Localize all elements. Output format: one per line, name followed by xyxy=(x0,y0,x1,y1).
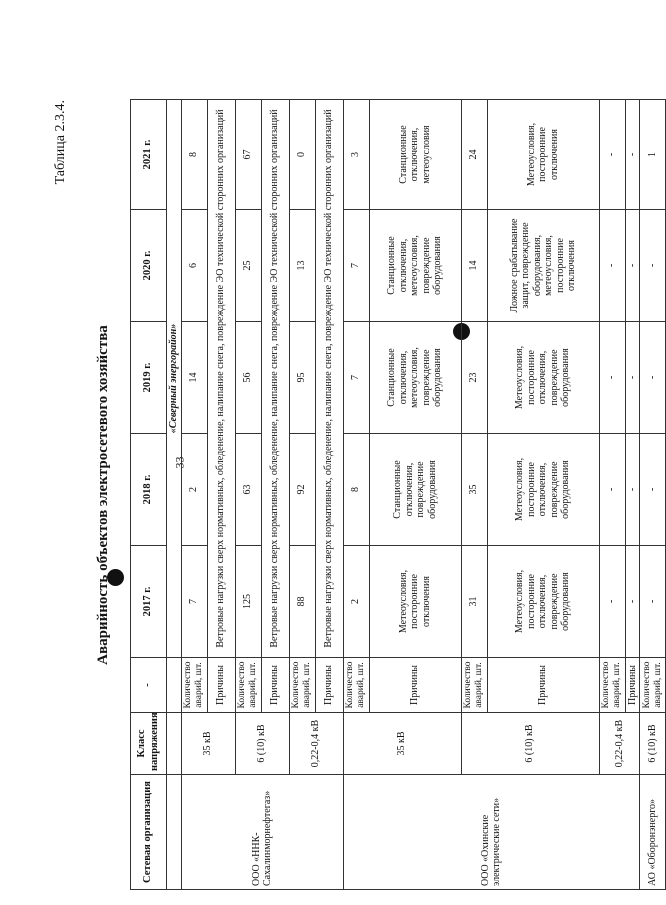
voltage-04: 0,22-0,4 кВ xyxy=(599,713,640,775)
table-row xyxy=(599,100,625,890)
table-row xyxy=(235,100,261,890)
value-cell: 6 xyxy=(181,210,207,322)
reason-cell: - xyxy=(625,322,640,434)
value-cell: 13 xyxy=(289,210,315,322)
label-count: Количество аварий, шт. xyxy=(235,658,261,713)
label-reasons: Причины xyxy=(369,658,461,713)
accident-table xyxy=(130,99,666,890)
reason-cell: Метеоусловия, посторонние отключения, повреждение оборудования xyxy=(487,322,599,434)
value-cell: 2 xyxy=(181,434,207,546)
region-label: «Северный энергорайон» xyxy=(167,100,182,658)
header-2019: 2019 г. xyxy=(131,322,167,434)
value-cell: 31 xyxy=(461,546,487,658)
value-cell: 8 xyxy=(181,100,207,210)
header-2020: 2020 г. xyxy=(131,210,167,322)
reason-cell: Метеоусловия, посторонние отключения, повреждение оборудования xyxy=(487,434,599,546)
reason-cell: Метеоусловия, посторонние отключения xyxy=(369,546,461,658)
reason-cell: - xyxy=(625,434,640,546)
value-cell: 35 xyxy=(461,434,487,546)
label-count: Количество аварий, шт. xyxy=(289,658,315,713)
value-cell: - xyxy=(640,322,666,434)
table-row xyxy=(461,100,487,890)
value-cell: 7 xyxy=(343,322,369,434)
header-2021: 2021 г. xyxy=(131,100,167,210)
table-row xyxy=(289,100,315,890)
value-cell: 14 xyxy=(461,210,487,322)
region-empty xyxy=(167,775,182,890)
reason-cell: Метеоусловия, посторонние отключения xyxy=(487,100,599,210)
value-cell: - xyxy=(640,210,666,322)
value-cell: 23 xyxy=(461,322,487,434)
value-cell: - xyxy=(599,210,625,322)
label-reasons: Причины xyxy=(207,658,235,713)
page-number: 33 xyxy=(172,456,187,469)
value-cell: 25 xyxy=(235,210,261,322)
reasons-merged: Ветровые нагрузки сверх нормативных, обледенение, налипание снега, повреждение ЭО технической сторонних организаций xyxy=(207,100,235,658)
reason-cell: Метеоусловия, посторонние отключения, повреждение оборудования xyxy=(487,546,599,658)
value-cell: - xyxy=(599,434,625,546)
value-cell: 2 xyxy=(343,546,369,658)
value-cell: 67 xyxy=(235,100,261,210)
header-2018: 2018 г. xyxy=(131,434,167,546)
value-cell: 8 xyxy=(343,434,369,546)
reasons-merged: Ветровые нагрузки сверх нормативных, обледенение, налипание снега, повреждение ЭО технической сторонних организаций xyxy=(315,100,343,658)
voltage-04: 0,22-0,4 кВ xyxy=(289,713,343,775)
label-count: Количество аварий, шт. xyxy=(640,658,666,713)
org-okha: ООО «Охинские электрические сети» xyxy=(343,775,640,890)
value-cell: 0 xyxy=(289,100,315,210)
header-dash: - xyxy=(131,658,167,713)
label-count: Количество аварий, шт. xyxy=(599,658,625,713)
value-cell: 92 xyxy=(289,434,315,546)
reason-cell: Станционные отключения, повреждение оборудования xyxy=(369,434,461,546)
label-reasons: Причины xyxy=(261,658,289,713)
header-2017: 2017 г. xyxy=(131,546,167,658)
value-cell: 1 xyxy=(640,100,666,210)
reason-cell: Станционные отключения, метеоусловия, повреждение оборудования xyxy=(369,322,461,434)
reasons-merged: Ветровые нагрузки сверх нормативных, обледенение, налипание снега, повреждение ЭО технической сторонних организаций xyxy=(261,100,289,658)
label-reasons: Причины xyxy=(315,658,343,713)
table-caption: Таблица 2.3.4. xyxy=(53,100,68,185)
value-cell: - xyxy=(599,322,625,434)
reason-cell: - xyxy=(625,546,640,658)
reason-cell: Станционные отключения, метеоусловия xyxy=(369,100,461,210)
table-row xyxy=(640,100,666,890)
region-empty xyxy=(167,713,182,775)
table-row xyxy=(181,100,207,890)
label-reasons: Причины xyxy=(625,658,640,713)
label-count: Количество аварий, шт. xyxy=(461,658,487,713)
table-row xyxy=(343,100,369,890)
value-cell: 63 xyxy=(235,434,261,546)
voltage-35: 35 кВ xyxy=(181,713,235,775)
label-count: Количество аварий, шт. xyxy=(181,658,207,713)
voltage-6: 6 (10) кВ xyxy=(235,713,289,775)
value-cell: 7 xyxy=(343,210,369,322)
reason-cell: Ложное срабатывание защит, повреждение оборудования, метеоусловия, посторонние отключения xyxy=(487,210,599,322)
reason-cell: Станционные отключения, метеоусловия, повреждение оборудования xyxy=(369,210,461,322)
table-title: Аварийность объектов электросетевого хозяйства xyxy=(95,325,111,665)
value-cell: 24 xyxy=(461,100,487,210)
label-reasons: Причины xyxy=(487,658,599,713)
value-cell: - xyxy=(640,434,666,546)
value-cell: 3 xyxy=(343,100,369,210)
voltage-35: 35 кВ xyxy=(343,713,461,775)
label-count: Количество аварий, шт. xyxy=(343,658,369,713)
reason-cell: - xyxy=(625,210,640,322)
value-cell: 125 xyxy=(235,546,261,658)
value-cell: 95 xyxy=(289,322,315,434)
header-voltage: Класс напряжения xyxy=(131,713,167,775)
region-row xyxy=(167,100,182,890)
voltage-6: 6 (10) кВ xyxy=(461,713,599,775)
value-cell: - xyxy=(599,100,625,210)
value-cell: 88 xyxy=(289,546,315,658)
region-empty xyxy=(167,658,182,713)
rotated-page-content xyxy=(40,100,663,890)
header-row xyxy=(131,100,167,890)
header-org: Сетевая организация xyxy=(131,775,167,890)
org-oboron: АО «Оборонэнерго» xyxy=(640,775,666,890)
reason-cell: - xyxy=(625,100,640,210)
org-nnk: ООО «ННК-Сахалинморнефтегаз» xyxy=(181,775,343,890)
value-cell: - xyxy=(640,546,666,658)
value-cell: 14 xyxy=(181,322,207,434)
value-cell: 7 xyxy=(181,546,207,658)
voltage-6: 6 (10) кВ xyxy=(640,713,666,775)
value-cell: 56 xyxy=(235,322,261,434)
value-cell: - xyxy=(599,546,625,658)
